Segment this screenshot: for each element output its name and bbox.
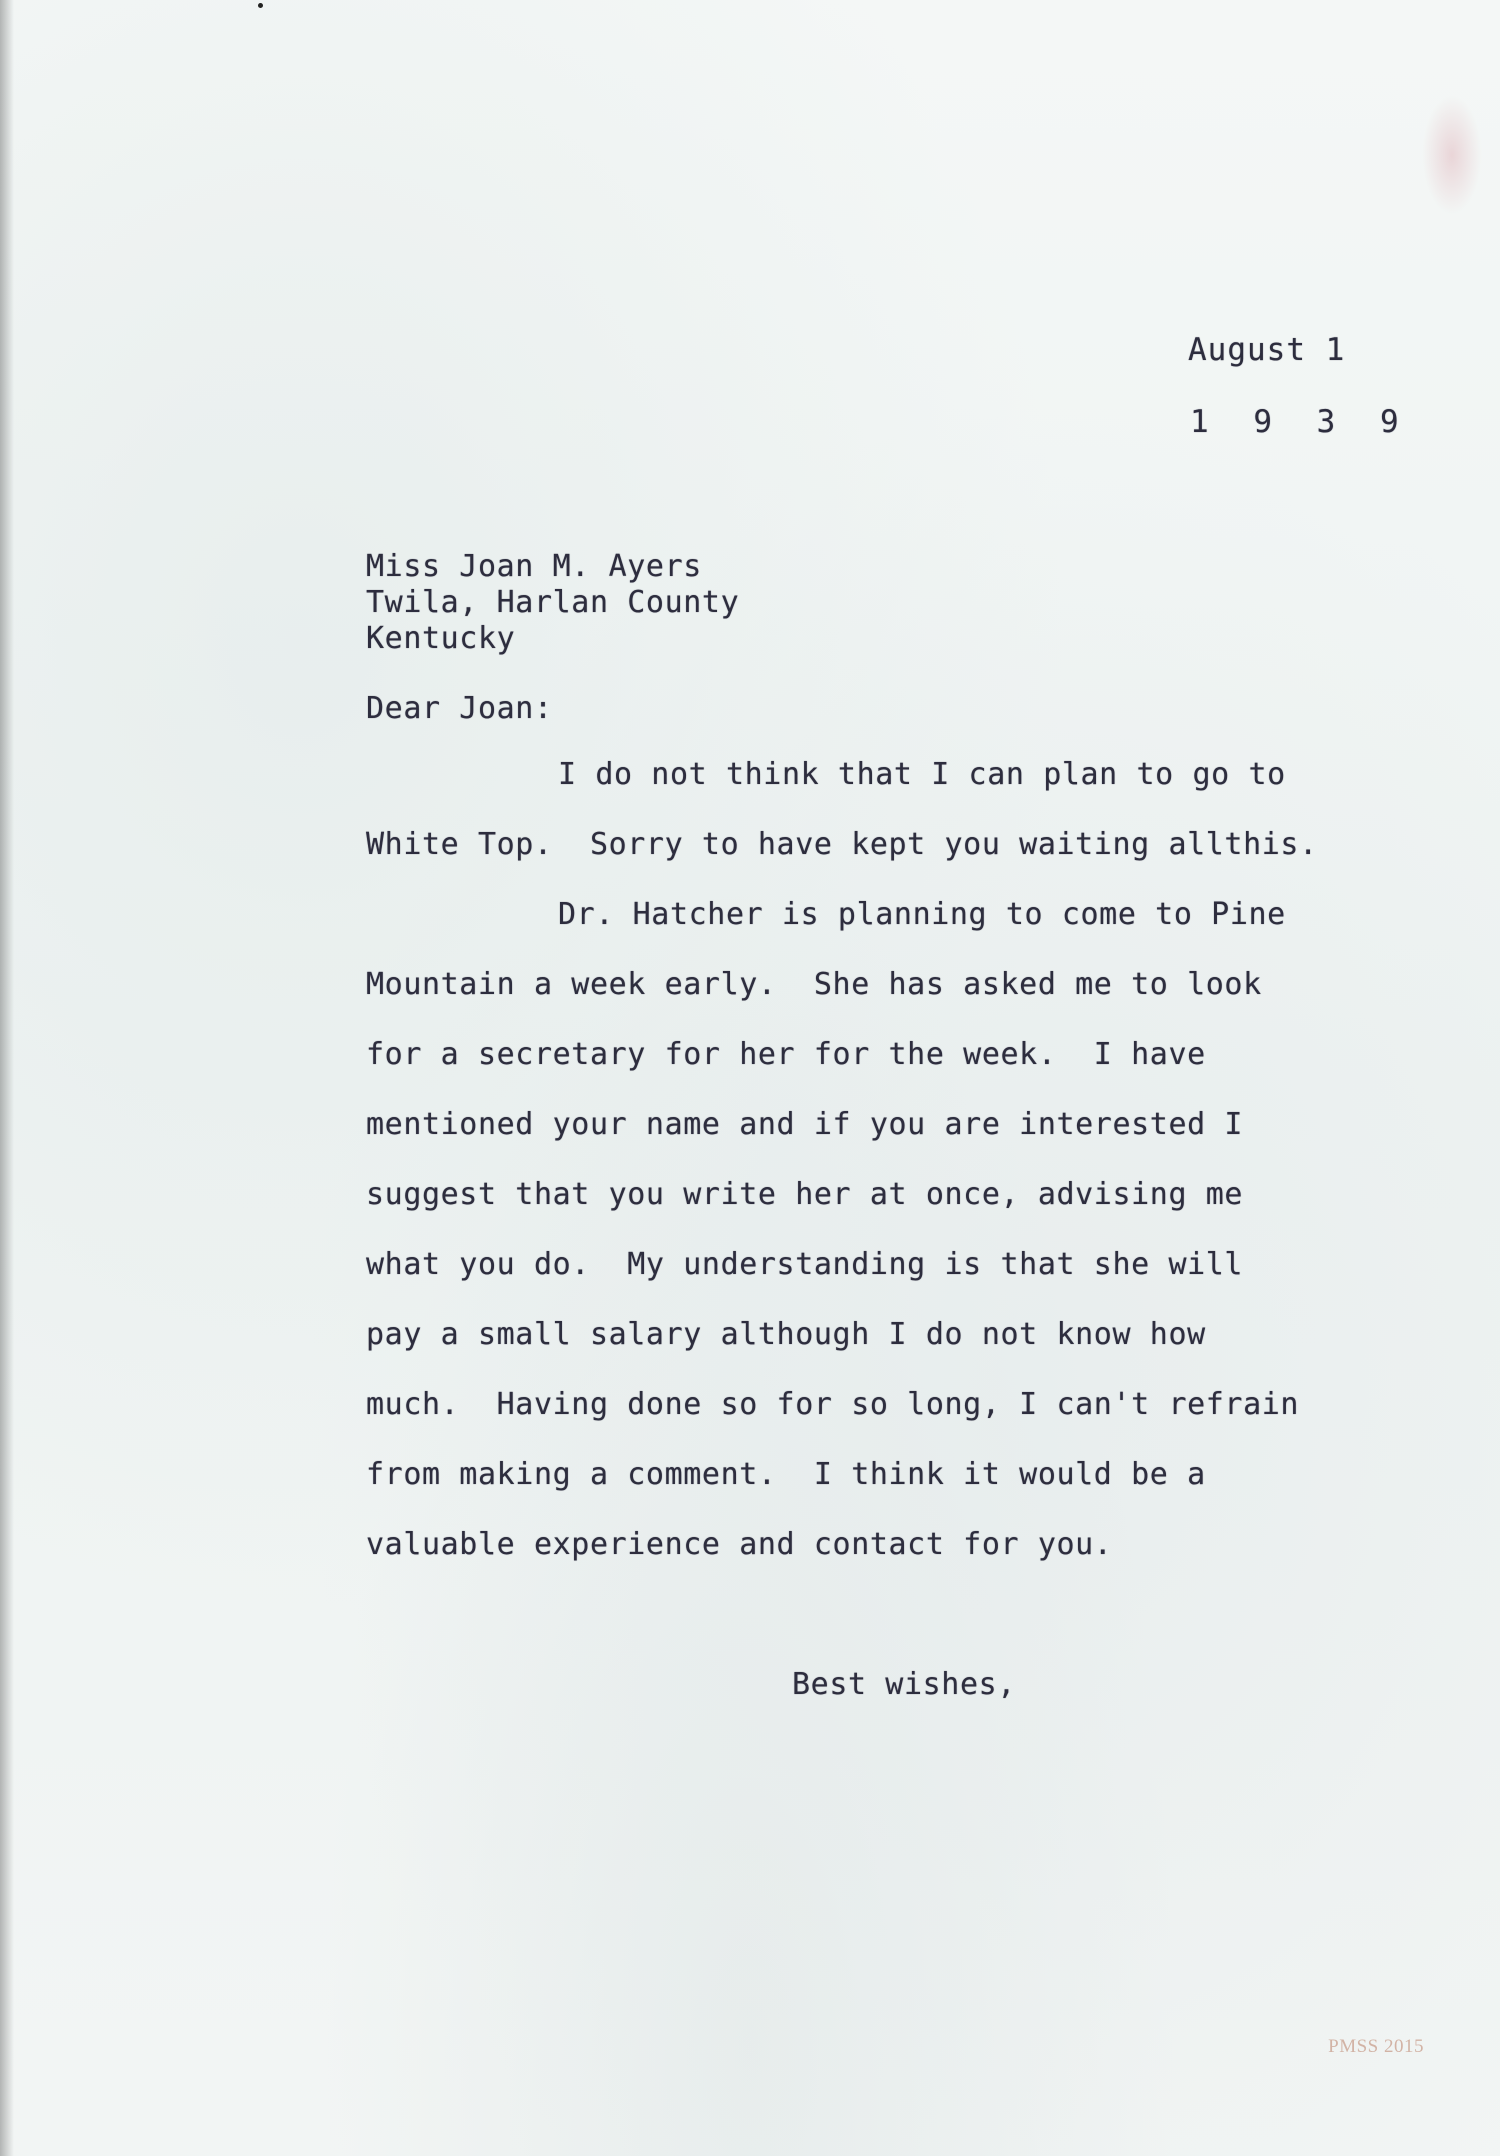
letter-date: August 1	[1188, 332, 1346, 368]
letter-year: 1 9 3 9	[1190, 404, 1412, 440]
closing: Best wishes,	[792, 1667, 1016, 1702]
body-line: valuable experience and contact for you.	[366, 1527, 1113, 1562]
body-line: from making a comment. I think it would be a	[366, 1457, 1206, 1492]
ink-speck	[258, 3, 263, 8]
body-line: for a secretary for her for the week. I have	[366, 1037, 1206, 1072]
body-line: I do not think that I can plan to go to	[558, 757, 1286, 792]
body-line: Dr. Hatcher is planning to come to Pine	[558, 897, 1286, 932]
recipient-address-line-2: Kentucky	[366, 621, 516, 656]
body-line: pay a small salary although I do not know how	[366, 1317, 1206, 1352]
recipient-name: Miss Joan M. Ayers	[366, 549, 702, 584]
body-line: what you do. My understanding is that she will	[366, 1247, 1244, 1282]
recipient-address-line-1: Twila, Harlan County	[366, 585, 740, 620]
paper-stain	[1422, 95, 1482, 215]
body-line: much. Having done so for so long, I can't refrain	[366, 1387, 1300, 1422]
body-line: Mountain a week early. She has asked me to look	[366, 967, 1262, 1002]
salutation: Dear Joan:	[366, 691, 553, 726]
body-line: mentioned your name and if you are interested I	[366, 1107, 1244, 1142]
body-line: suggest that you write her at once, advising me	[366, 1177, 1244, 1212]
body-line: White Top. Sorry to have kept you waiting allthis.	[366, 827, 1318, 862]
archive-stamp: PMSS 2015	[1328, 2036, 1424, 2057]
page-edge-shadow	[0, 0, 14, 2156]
